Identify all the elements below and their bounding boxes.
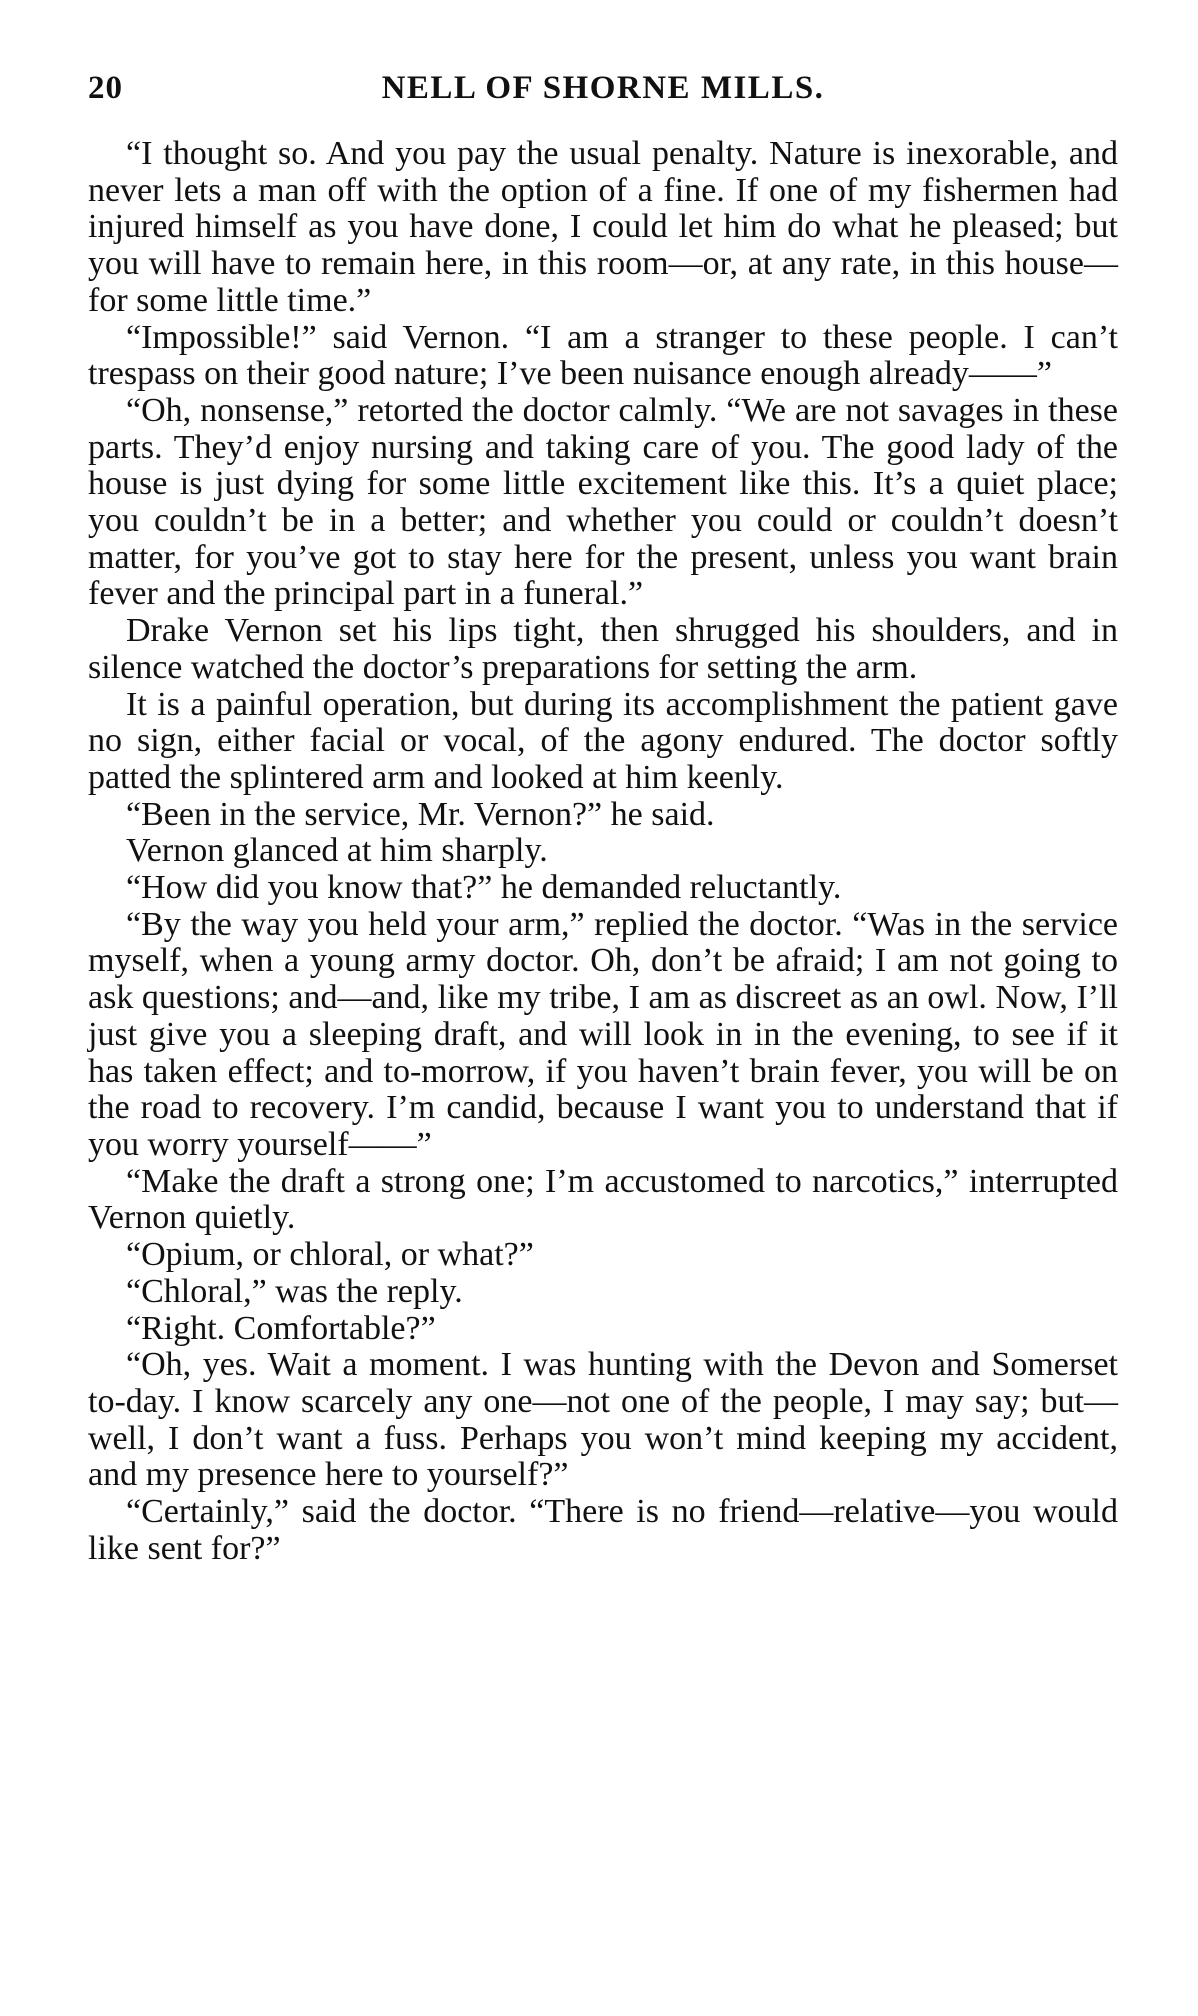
paragraph: “How did you know that?” he demanded reluctantly.	[126, 869, 842, 907]
paragraph: “Been in the service, Mr. Vernon?” he said.	[126, 795, 715, 833]
paragraph: Vernon glanced at him sharply.	[126, 832, 548, 870]
paragraph: “Chloral,” was the reply.	[126, 1272, 463, 1310]
paragraph: “Certainly,” said the doctor. “There is no friend—relative—you would like sent for?”	[88, 1493, 1118, 1567]
paragraph: “Oh, nonsense,” retorted the doctor calmly. “We are not savages in these parts. They’d enjoy nursing and taking care of you. The good lady of the house is just dying for some little excitement like this. It’s a quiet place; you couldn’t be in a better; and whether you could or couldn’t doesn’t matter, for you’ve got to stay here for the present, unless you want brain fever and the principal part in a funeral.”	[88, 391, 1118, 613]
book-title: NELL OF SHORNE MILLS.	[381, 70, 825, 106]
paragraph: It is a painful operation, but during its accomplishment the patient gave no sign, either facial or vocal, of the agony endured. The doctor softly patted the splintered arm and looked at him keenly.	[88, 685, 1118, 796]
paragraph: “I thought so. And you pay the usual penalty. Nature is inexorable, and never lets a man off with the option of a fine. If one of my fishermen had injured himself as you have done, I could let him do what he pleased; but you will have to remain here, in this room—or, at any rate, in this house—for some little time.”	[88, 135, 1118, 319]
paragraph: “Oh, yes. Wait a moment. I was hunting with the Devon and Somerset to-day. I know scarcely any one—not one of the people, I may say; but—well, I don’t want a fuss. Perhaps you won’t mind keeping my accident, and my presence here to yourself?”	[88, 1346, 1118, 1494]
body-text	[88, 136, 1118, 1567]
paragraph: “By the way you held your arm,” replied the doctor. “Was in the service myself, when a young army doctor. Oh, don’t be afraid; I am not going to ask questions; and—and, like my tribe, I am as discreet as an owl. Now, I’ll just give you a sleeping draft, and will look in in the evening, to see if it has taken effect; and to-morrow, if you haven’t brain fever, you will be on the road to recovery. I’m candid, because I want you to understand that if you worry yourself——”	[88, 905, 1118, 1163]
paragraph: “Impossible!” said Vernon. “I am a stranger to these people. I can’t trespass on their good nature; I’ve been nuisance enough already——”	[88, 318, 1118, 393]
paragraph: Drake Vernon set his lips tight, then shrugged his shoulders, and in silence watched the doctor’s preparations for setting the arm.	[88, 612, 1118, 686]
paragraph: “Right. Comfortable?”	[126, 1309, 436, 1347]
running-head	[88, 70, 1118, 120]
paragraph: “Make the draft a strong one; I’m accustomed to narcotics,” interrupted Vernon quietly.	[88, 1162, 1118, 1237]
book-page	[88, 70, 1118, 1567]
page-number: 20	[88, 70, 123, 106]
paragraph: “Opium, or chloral, or what?”	[126, 1236, 534, 1274]
